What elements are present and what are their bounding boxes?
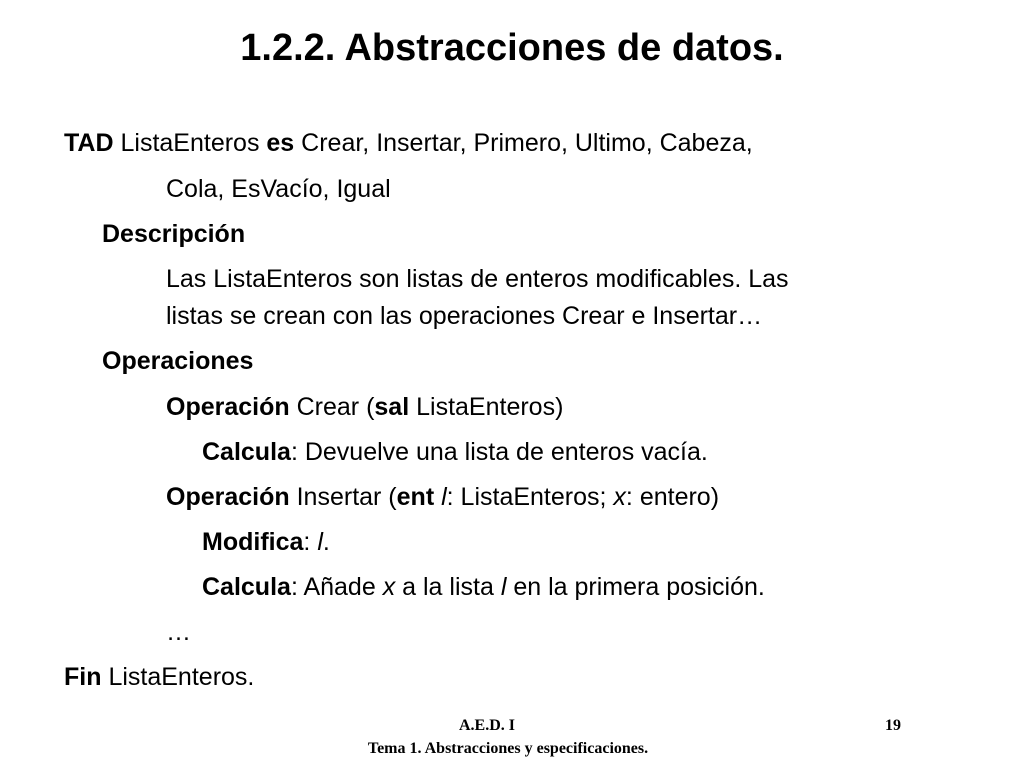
keyword-tad: TAD bbox=[64, 129, 114, 157]
keyword-fin: Fin bbox=[64, 663, 102, 691]
operacion-insertar-line bbox=[166, 482, 719, 512]
insertar-modifica-line bbox=[202, 527, 330, 557]
param-x: x bbox=[613, 483, 626, 511]
keyword-operacion: Operación bbox=[166, 393, 290, 421]
insertar-calcula-line bbox=[202, 572, 765, 602]
operaciones-heading: Operaciones bbox=[102, 347, 254, 375]
page-number: 19 bbox=[885, 717, 901, 734]
modifica-end: . bbox=[322, 528, 330, 556]
keyword-sal: sal bbox=[374, 393, 410, 421]
crear-calcula-text: : Devuelve una lista de enteros vacía. bbox=[290, 438, 708, 466]
calcula-var-l: l bbox=[500, 573, 507, 601]
insertar-calcula-post: en la primera posición. bbox=[513, 573, 765, 601]
keyword-calcula: Calcula bbox=[202, 438, 291, 466]
footer-subtitle: Tema 1. Abstracciones y especificaciones. bbox=[367, 740, 649, 757]
param-l: l bbox=[441, 483, 447, 511]
slide-title: 1.2.2. Abstracciones de datos. bbox=[240, 27, 784, 69]
keyword-calcula: Calcula bbox=[202, 573, 291, 601]
keyword-es: es bbox=[266, 129, 295, 157]
keyword-modifica: Modifica bbox=[202, 528, 304, 556]
modifica-var-l: l bbox=[317, 528, 323, 556]
crear-name: Crear ( bbox=[296, 393, 375, 421]
crear-calcula-line bbox=[202, 437, 708, 467]
tad-name: ListaEnteros bbox=[120, 129, 260, 157]
calcula-var-x: x bbox=[382, 573, 396, 601]
insertar-name: Insertar ( bbox=[296, 483, 397, 511]
operations-list-line1: Crear, Insertar, Primero, Ultimo, Cabeza, bbox=[301, 129, 753, 157]
footer-course: A.E.D. I bbox=[458, 717, 515, 734]
modifica-separator: : bbox=[303, 528, 311, 556]
tad-header-line bbox=[64, 128, 753, 158]
operacion-crear-line bbox=[166, 392, 563, 422]
keyword-ent: ent bbox=[396, 483, 435, 511]
operations-ellipsis: … bbox=[166, 618, 191, 646]
insertar-calcula-mid: a la lista bbox=[402, 573, 494, 601]
descripcion-text-line1: Las ListaEnteros son listas de enteros modificables. Las bbox=[166, 265, 789, 293]
operations-list-line2: Cola, EsVacío, Igual bbox=[166, 175, 391, 203]
fin-line bbox=[64, 662, 254, 692]
param-l-type: : ListaEnteros; bbox=[446, 483, 607, 511]
crear-params: ListaEnteros) bbox=[416, 393, 564, 421]
param-x-type: : entero) bbox=[625, 483, 720, 511]
descripcion-text-line2: listas se crean con las operaciones Crear e Insertar… bbox=[166, 302, 763, 330]
fin-name: ListaEnteros. bbox=[108, 663, 255, 691]
keyword-operacion: Operación bbox=[166, 483, 290, 511]
insertar-calcula-pre: : Añade bbox=[290, 573, 376, 601]
descripcion-heading: Descripción bbox=[102, 220, 246, 248]
